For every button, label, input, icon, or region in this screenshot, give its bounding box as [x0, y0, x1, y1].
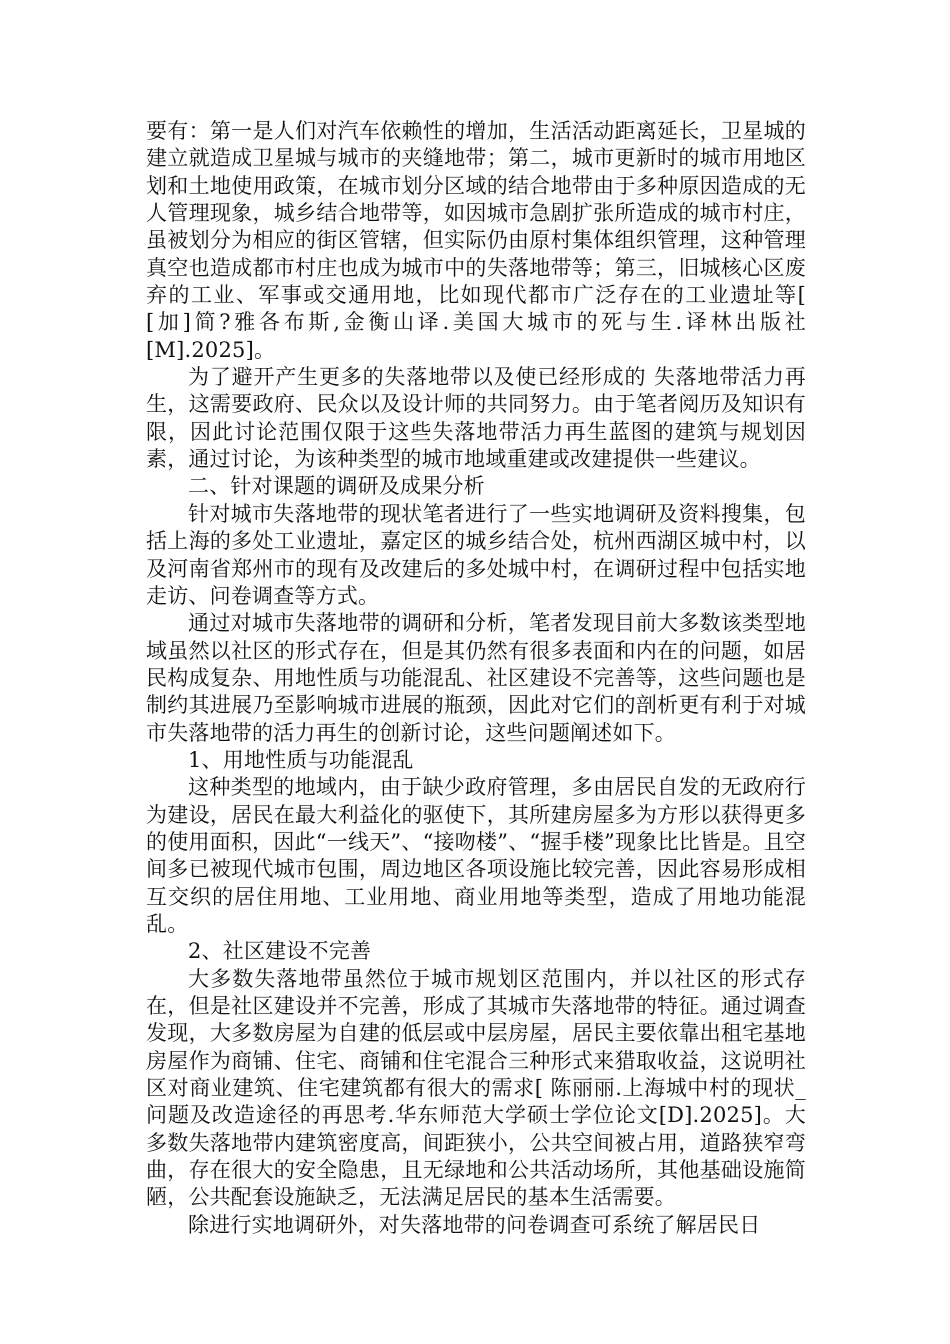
paragraph-analysis: 通过对城市失落地带的调研和分析，笔者发现目前大多数该类型地域虽然以社区的形式存在，但是其仍然有很多表面和内在的问题，如居民构成复杂、用地性质与功能混乱、社区建设不完善等，这些问题也是制约其进展乃至影响城市进展的瓶颈，因此对它们的剖析更有利于对城市失落地带的活力再生的创新讨论，这些问题阐述如下。 — [146, 611, 806, 745]
subheading-community: 2、社区建设不完善 — [188, 939, 372, 964]
subheading-land-use: 1、用地性质与功能混乱 — [188, 747, 414, 772]
paragraph-field-research: 针对城市失落地带的现状笔者进行了一些实地调研及资料搜集，包括上海的多处工业遗址，嘉定区的城乡结合处，杭州西湖区城中村，以及河南省郑州市的现有及改建后的多处城中村，在调研过程中包括实地走访、问卷调查等方式。 — [146, 501, 806, 608]
paragraph-community: 大多数失落地带虽然位于城市规划区范围内，并以社区的形式存在，但是社区建设并不完善，形成了其城市失落地带的特征。通过调查发现，大多数房屋为自建的低层或中层房屋，居民主要依靠出租宅基地房屋作为商铺、住宅、商铺和住宅混合三种形式来猎取收益，这说明社区对商业建筑、住宅建筑都有很大的需求[ 陈丽丽.上海城中村的现状_问题及改造途径的再思考.华东师范大学硕士学位论文[D].2025]。大多数失落地带内建筑密度高，间距狭小，公共空间被占用，道路狭窄弯曲，存在很大的安全隐患，且无绿地和公共活动场所，其他基础设施简陋，公共配套设施缺乏，无法满足居民的基本生活需要。 — [146, 966, 806, 1210]
paragraph-continuation: 要有：第一是人们对汽车依赖性的增加，生活活动距离延长，卫星城的建立就造成卫星城与城市的夹缝地带；第二，城市更新时的城市用地区划和土地使用政策，在城市划分区域的结合地带由于多种原因造成的无人管理现象，城乡结合地带等，如因城市急剧扩张所造成的城市村庄，虽被划分为相应的街区管辖，但实际仍由原村集体组织管理，这种管理真空也造成都市村庄也成为城市中的失落地带等；第三，旧城核心区废弃的工业、军事或交通用地，比如现代都市广泛存在的工业遗址等[ [加]简?雅各布斯,金衡山译.美国大城市的死与生.译林出版社[M].2025]。 — [146, 119, 806, 362]
section-heading-research: 二、针对课题的调研及成果分析 — [188, 474, 485, 499]
document-body — [146, 118, 806, 1239]
paragraph-questionnaire: 除进行实地调研外，对失落地带的问卷调查可系统了解居民日 — [188, 1212, 761, 1237]
paragraph-land-use: 这种类型的地域内，由于缺少政府管理，多由居民自发的无政府行为建设，居民在最大利益化的驱使下，其所建房屋多为方形以获得更多的使用面积，因此“一线天”、“接吻楼”、“握手楼”现象比比皆是。且空间多已被现代城市包围，周边地区各项设施比较完善，因此容易形成相互交织的居住用地、工业用地、商业用地等类型，造成了用地功能混乱。 — [146, 775, 806, 936]
paragraph-avoidance: 为了避开产生更多的失落地带以及使已经形成的 失落地带活力再生，这需要政府、民众以及设计师的共同努力。由于笔者阅历及知识有限，因此讨论范围仅限于这些失落地带活力再生蓝图的建筑与规划因素，通过讨论，为该种类型的城市地域重建或改建提供一些建议。 — [146, 365, 806, 472]
